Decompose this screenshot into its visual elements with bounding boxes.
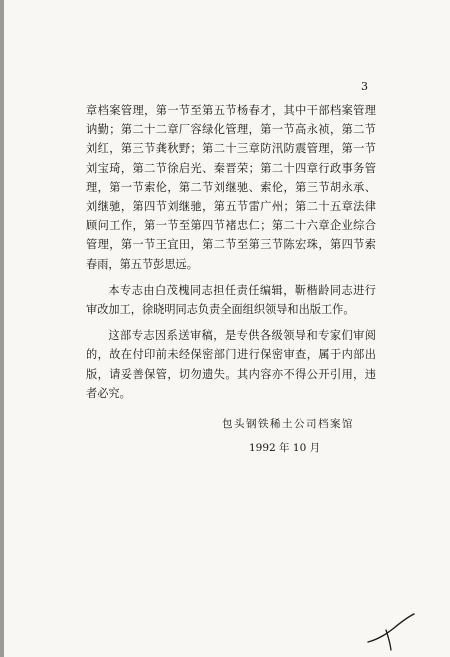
- page-number: 3: [361, 80, 368, 93]
- scan-edge: [0, 0, 4, 657]
- paragraph-credits-continued: 章档案管理，第一节至第五节杨春才，其中干部档案管理讷勤；第二十二章厂容绿化管理，第一节高永祯，第二节刘红，第三节龚秋野；第二十三章防汛防震管理，第一节刘宝琦，第二节徐启光、秦晋荣；第二十四章行政事务管理，第一节索伦，第二节刘继驰、索伦，第三节胡永承、刘继驰，第四节刘继驰，第五节雷广州；第二十五章法律顾问工作，第一节至第四节褚忠仁；第二十六章企业综合管理，第一节王宜田，第二节至第三节陈宏珠，第四节索春雨，第五节彭思远。: [86, 104, 376, 271]
- paragraph-confidentiality: 这部专志因系送审稿，是专供各级领导和专家们审阅的，故在付印前未经保密部门进行保密审查，属于内部出版，请妥善保管，切勿遗失。其内容亦不得公开引用，违者必究。: [86, 329, 376, 400]
- body-text: [86, 101, 376, 403]
- signature-organization: 包头钢铁稀土公司档案馆: [222, 418, 354, 430]
- handwritten-check-mark: [364, 612, 420, 652]
- signature-date: 1992 年 10 月: [249, 442, 321, 454]
- paragraph-editors: 本专志由白茂槐同志担任责任编辑，靳楷龄同志进行审改加工，徐晓明同志负责全面组织领导和出版工作。: [86, 283, 376, 317]
